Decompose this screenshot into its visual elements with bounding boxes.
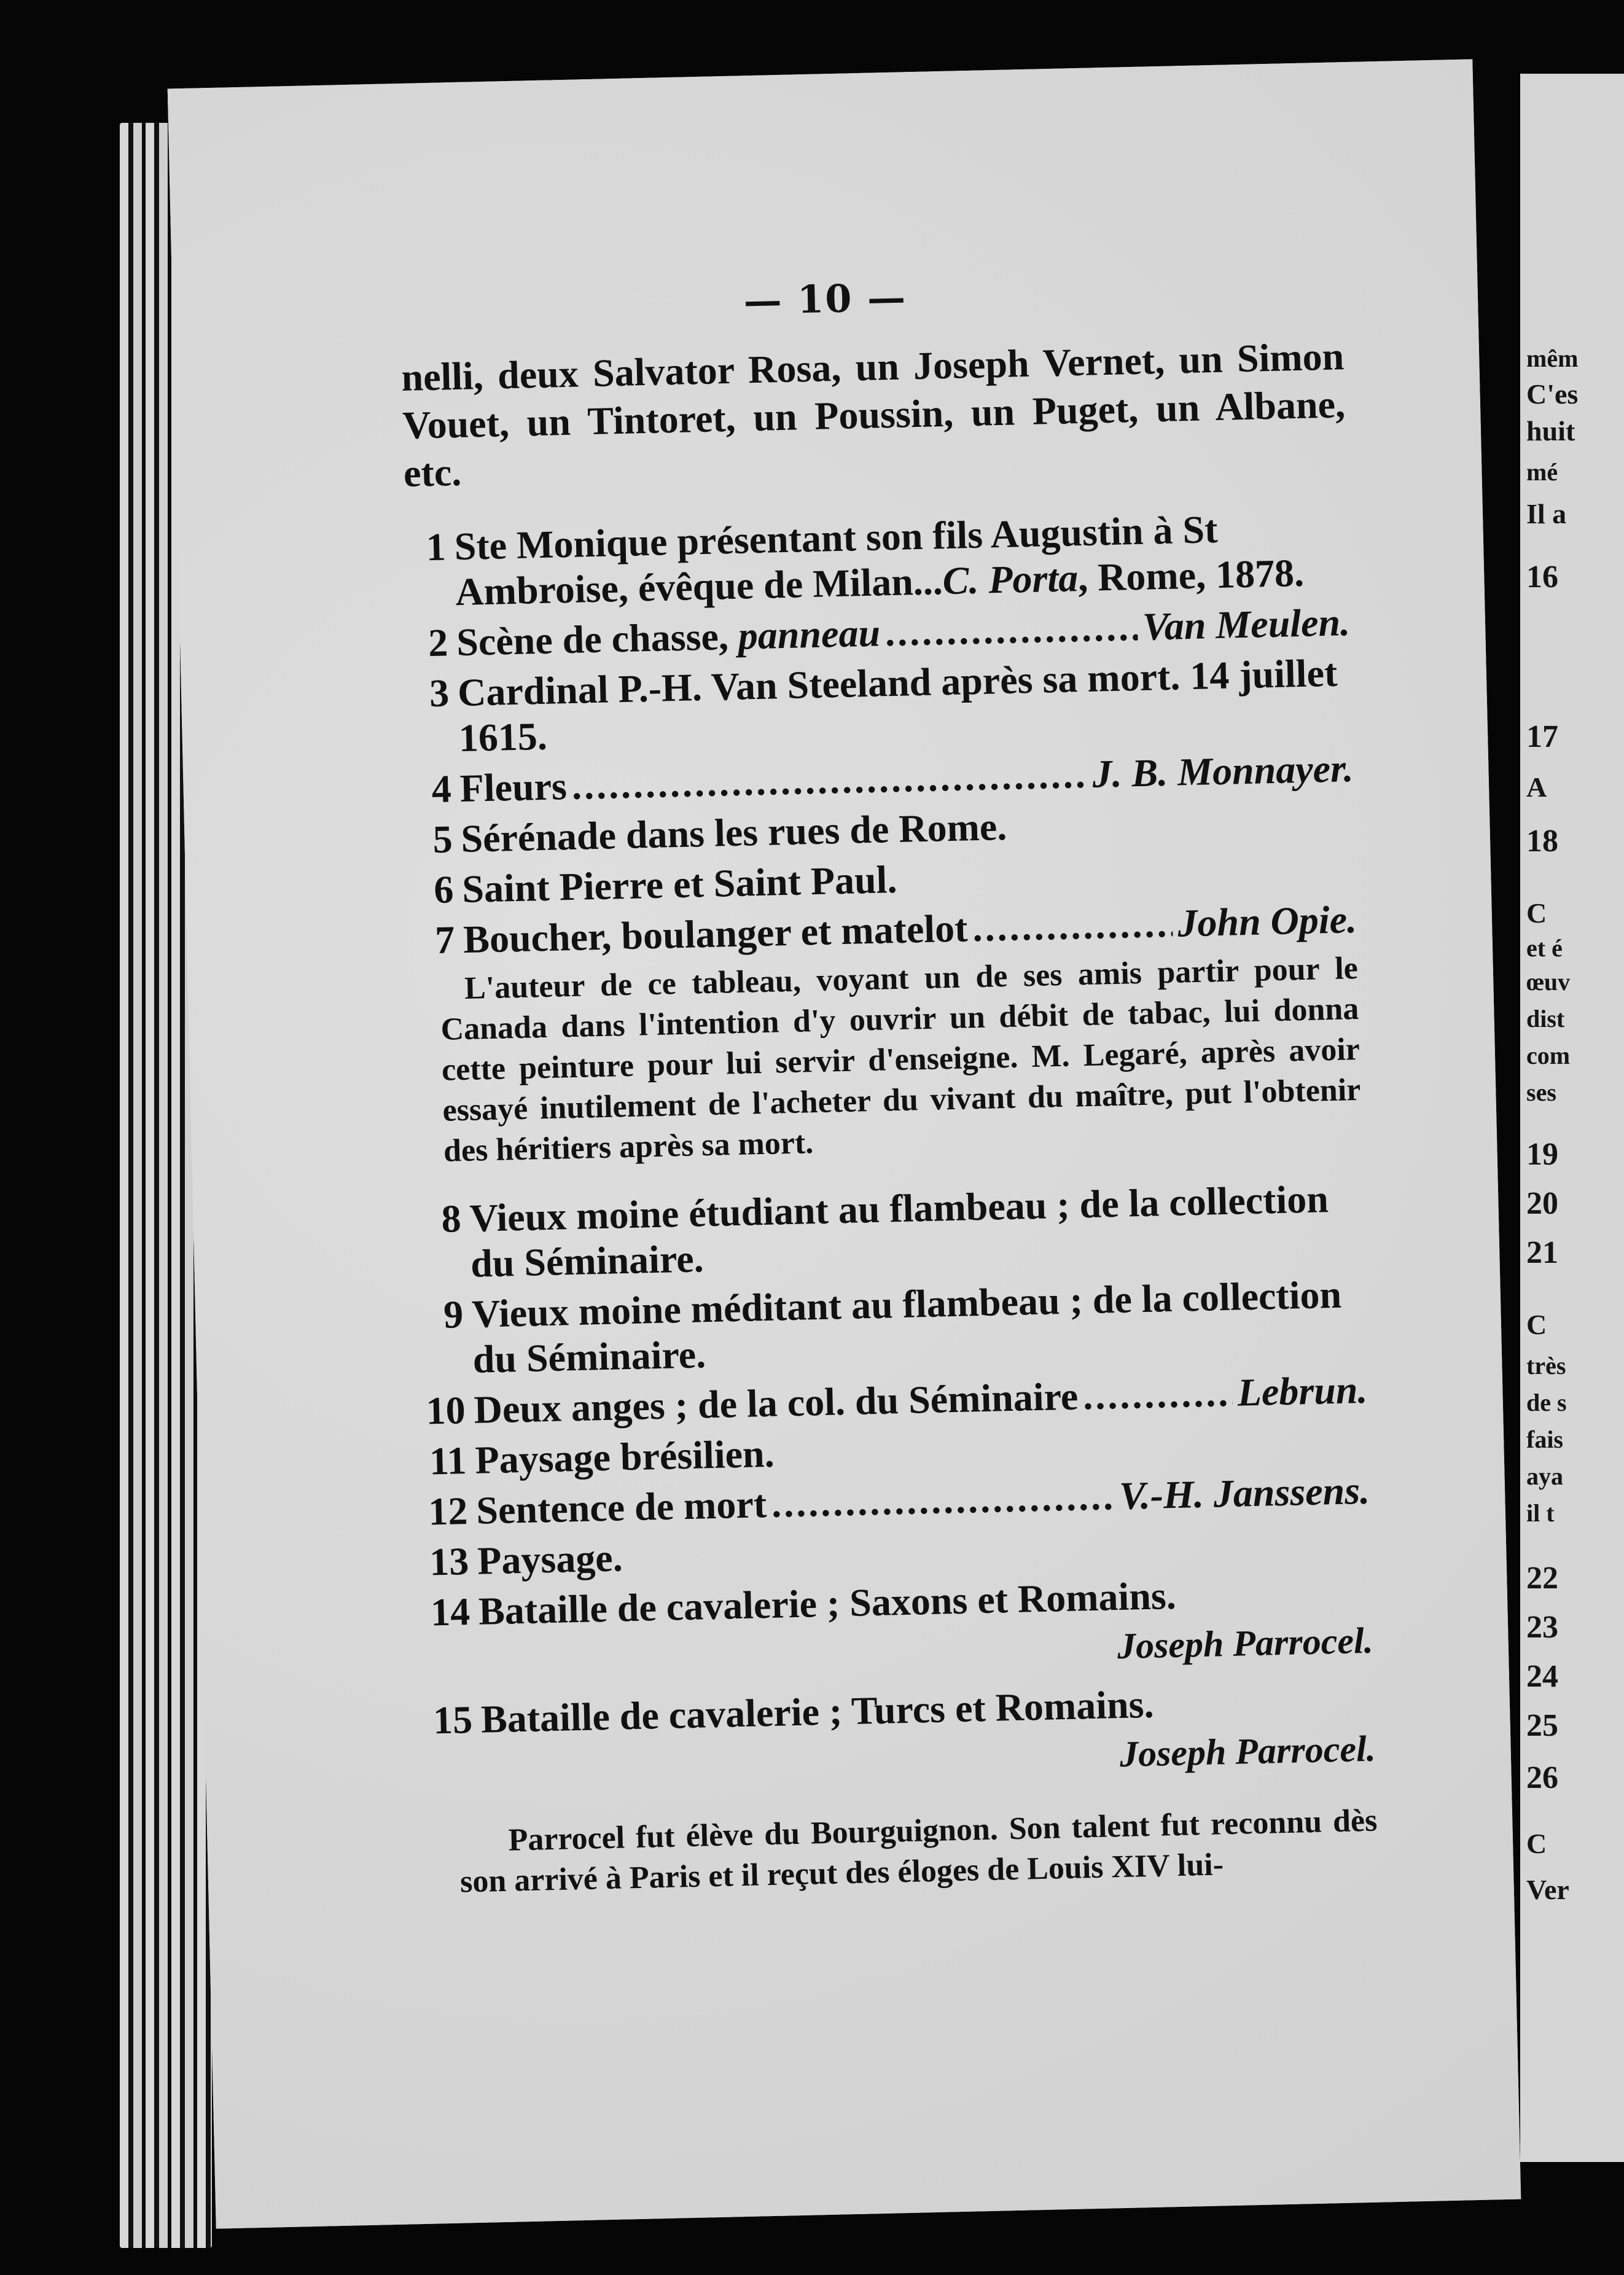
entry-number: 9 — [443, 1292, 464, 1337]
entry-author: John Opie. — [1177, 897, 1357, 945]
facing-text: A — [1526, 771, 1547, 803]
entry-title: Deux anges ; de la col. du Séminaire — [473, 1374, 1079, 1432]
facing-text: et é — [1526, 934, 1563, 962]
facing-text: C — [1526, 897, 1547, 929]
dot-leader — [571, 752, 1088, 809]
facing-number: 20 — [1526, 1186, 1558, 1221]
facing-text: C'es — [1526, 378, 1579, 410]
facing-text: il t — [1526, 1499, 1555, 1527]
facing-text: C — [1526, 1828, 1547, 1859]
entry-author: Lebrun. — [1236, 1367, 1368, 1415]
facing-text: de s — [1526, 1389, 1567, 1416]
book-page — [168, 59, 1521, 2228]
entry-author: C. Porta — [942, 556, 1079, 603]
facing-number: 16 — [1526, 560, 1558, 595]
entry-number: 7 — [434, 918, 456, 962]
entry-title: Boucher, boulanger et matelot — [463, 906, 969, 961]
entry-title: Cardinal P.-H. Van Steeland après sa mort. 14 juillet 1615. — [457, 650, 1338, 760]
entry-author: V.-H. Janssens. — [1118, 1468, 1370, 1518]
entry-number: 14 — [430, 1590, 470, 1634]
page-content — [401, 332, 1380, 1927]
facing-text: ses — [1526, 1079, 1556, 1106]
entry-number: 6 — [433, 867, 455, 912]
facing-text: huit — [1526, 415, 1575, 447]
entry-author: Van Meulen. — [1142, 600, 1351, 649]
facing-text: fais — [1526, 1426, 1563, 1453]
entry-number: 4 — [431, 767, 452, 811]
entry-number: 12 — [427, 1489, 469, 1534]
entry-title: Sérénade dans les rues de Rome. — [460, 804, 1007, 861]
entry-note: L'auteur de ce tableau, voyant un de ses amis partir pour le Canada dans l'intention d'y ouvrir un débit de tabac, lui donna cette peinture pour lui servir d'enseigne. M. Legaré, après avoir essayé inutilement de l'acheter du vivant du maître, put l'obtenir des héritiers après sa mort. — [440, 950, 1361, 1169]
entry-author: Joseph Parrocel. — [1117, 1620, 1374, 1667]
entry-title: Vieux moine étudiant au flambeau ; de la collection du Séminaire. — [469, 1177, 1329, 1286]
dot-leader — [1082, 1370, 1233, 1419]
entry-title: Paysage brésilien. — [474, 1431, 775, 1482]
dot-leader — [771, 1473, 1115, 1527]
facing-number: 18 — [1526, 824, 1558, 859]
entry-location: , Rome, 1878. — [1077, 550, 1305, 600]
entry-number: 15 — [432, 1697, 473, 1742]
entry-medium: panneau — [738, 611, 881, 658]
catalog-entry — [420, 1176, 1365, 1288]
entry-number: 5 — [432, 817, 453, 862]
facing-text: dist — [1526, 1005, 1565, 1032]
entry-number: 3 — [429, 671, 450, 716]
facing-text: Ver — [1526, 1874, 1569, 1905]
entry-title: Scène de chasse, panneau — [456, 611, 881, 665]
catalog-entry — [422, 1271, 1367, 1384]
entry-number: 13 — [429, 1539, 470, 1584]
facing-number: 26 — [1526, 1760, 1558, 1795]
entry-title: Fleurs — [459, 764, 568, 811]
entry-number: 8 — [440, 1196, 462, 1241]
entry-author: Joseph Parrocel. — [1119, 1728, 1376, 1775]
intro-paragraph: nelli, deux Salvator Rosa, un Joseph Vernet, un Simon Vouet, un Tintoret, un Poussin, un Puget, un Albane, etc. — [400, 334, 1346, 495]
entry-number: 1 — [425, 525, 447, 569]
facing-number: 21 — [1526, 1235, 1558, 1270]
facing-number: 23 — [1526, 1610, 1558, 1645]
catalog-entry — [405, 504, 1349, 616]
facing-text: C — [1526, 1309, 1547, 1340]
facing-number: 22 — [1526, 1561, 1558, 1596]
facing-number: 17 — [1526, 719, 1558, 754]
entry-title: Bataille de cavalerie ; Turcs et Romains. — [480, 1682, 1155, 1741]
dot-leader — [972, 901, 1174, 951]
entry-title: Ste Monique présentant son fils Augustin à St Ambroise, évêque de Milan... — [453, 507, 1219, 614]
page-number: — 10 — — [743, 275, 907, 324]
entry-title: Paysage. — [477, 1536, 623, 1583]
entry-title: Saint Pierre et Saint Paul. — [461, 857, 898, 911]
catalog-entry — [408, 650, 1353, 762]
facing-text: mé — [1526, 458, 1558, 486]
entry-number: 10 — [425, 1388, 466, 1433]
facing-page-fragment — [1520, 74, 1624, 2162]
entry-author: J. B. Monnayer. — [1091, 746, 1354, 796]
facing-number: 25 — [1526, 1708, 1558, 1743]
facing-text: aya — [1526, 1462, 1563, 1490]
entry-title: Vieux moine méditant au flambeau ; de la collection du Séminaire. — [471, 1272, 1342, 1381]
facing-number: 19 — [1526, 1137, 1558, 1172]
facing-text: très — [1526, 1352, 1566, 1379]
entry-number: 11 — [429, 1438, 467, 1483]
entry-number: 2 — [427, 620, 449, 665]
facing-text: œuv — [1526, 968, 1571, 996]
entry-note: Parrocel fut élève du Bourguignon. Son talent fut reconnu dès son arrivé à Paris et il reçut des éloges de Louis XIV lui- — [459, 1803, 1378, 1900]
dot-leader — [884, 604, 1138, 655]
facing-text: com — [1526, 1042, 1571, 1069]
entry-title: Sentence de mort — [475, 1482, 767, 1532]
facing-number: 24 — [1526, 1659, 1558, 1694]
facing-text: Il a — [1526, 498, 1567, 529]
facing-text: mêm — [1526, 345, 1579, 372]
entry-title: Bataille de cavalerie ; Saxons et Romains. — [478, 1573, 1177, 1633]
